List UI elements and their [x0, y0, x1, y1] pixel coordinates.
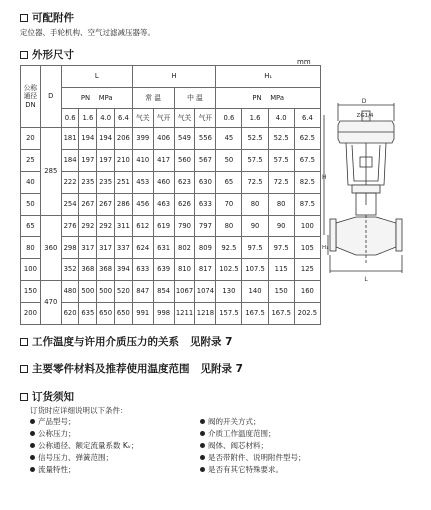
bullet-icon: [30, 419, 35, 424]
section-checkbox-icon: [20, 338, 28, 346]
l-cell: 206: [114, 128, 132, 150]
h1-cell: 70: [216, 193, 242, 215]
l-cell: 520: [114, 281, 132, 303]
h-cell: 549: [174, 128, 195, 150]
ordering-left-list: [30, 416, 138, 476]
h1-cell: 140: [242, 281, 268, 303]
h-cell: 998: [153, 303, 174, 325]
h-cell: 802: [174, 237, 195, 259]
ordering-item: 公称通径、额定流量系数 Kᵥ；: [30, 440, 138, 452]
h-cell: 1218: [195, 303, 216, 325]
h1-cell: 97.5: [268, 237, 294, 259]
l-cell: 317: [97, 237, 115, 259]
l-cell: 286: [114, 193, 132, 215]
h-cell: 1211: [174, 303, 195, 325]
ordering-right-list: [200, 416, 306, 476]
h1-cell: 100: [294, 215, 320, 237]
dimension-table-body: [21, 66, 321, 325]
h-cell: 809: [195, 237, 216, 259]
l-pressure-header: 6.4: [114, 109, 132, 128]
d-cell: 470: [40, 281, 61, 325]
ordering-item: 公称压力；: [30, 428, 138, 440]
dn-header: 公称 通径 DN: [21, 66, 41, 128]
l-cell: 184: [61, 149, 79, 171]
l-pressure-header: 0.6: [61, 109, 79, 128]
l-cell: 620: [61, 303, 79, 325]
bullet-icon: [200, 443, 205, 448]
h-action-header: 气关: [132, 109, 153, 128]
h1-cell: 62.5: [294, 128, 320, 150]
h1-header: H₁: [216, 66, 321, 88]
dn-cell: 200: [21, 303, 41, 325]
l-cell: 317: [79, 237, 97, 259]
l-cell: 197: [79, 149, 97, 171]
dimensions-unit: mm: [297, 58, 311, 66]
diagram-h1-label: H₁: [322, 245, 329, 251]
diagram-h-label: H: [322, 174, 327, 181]
normal-temp-header: 常 温: [132, 88, 174, 109]
ordering-item: 阀的开关方式；: [200, 416, 306, 428]
h-cell: 623: [174, 171, 195, 193]
h-cell: 991: [132, 303, 153, 325]
l-cell: 635: [79, 303, 97, 325]
h-cell: 639: [153, 259, 174, 281]
h-cell: 619: [153, 215, 174, 237]
ordering-item: 阀体、阀芯材料；: [200, 440, 306, 452]
section-checkbox-icon: [20, 14, 28, 22]
h1-cell: 50: [216, 149, 242, 171]
l-cell: 311: [114, 215, 132, 237]
l-cell: 500: [79, 281, 97, 303]
h-cell: 453: [132, 171, 153, 193]
table-row: [21, 215, 321, 237]
h1-cell: 57.5: [242, 149, 268, 171]
h1-cell: 167.5: [242, 303, 268, 325]
h-cell: 556: [195, 128, 216, 150]
h1-cell: 80: [242, 193, 268, 215]
l-cell: 298: [61, 237, 79, 259]
diagram-l-label: L: [364, 276, 368, 283]
h-cell: 631: [153, 237, 174, 259]
l-cell: 337: [114, 237, 132, 259]
h-cell: 456: [132, 193, 153, 215]
h-cell: 560: [174, 149, 195, 171]
ordering-item: 产品型号；: [30, 416, 138, 428]
bullet-icon: [30, 431, 35, 436]
h-cell: 790: [174, 215, 195, 237]
h1-cell: 45: [216, 128, 242, 150]
h-cell: 633: [132, 259, 153, 281]
l-cell: 292: [97, 215, 115, 237]
h1-pressure-header: 6.4: [294, 109, 320, 128]
table-row: [21, 259, 321, 281]
h-cell: 810: [174, 259, 195, 281]
bullet-icon: [200, 431, 205, 436]
h1-cell: 97.5: [242, 237, 268, 259]
l-cell: 650: [114, 303, 132, 325]
appendix-materials: 主要零件材料及推荐使用温度范围 见附录 7: [20, 361, 243, 376]
diagram-zg-label: ZG1/4: [356, 113, 374, 119]
h-cell: 463: [153, 193, 174, 215]
l-cell: 368: [97, 259, 115, 281]
l-cell: 276: [61, 215, 79, 237]
h1-pressure-header: 1.6: [242, 109, 268, 128]
dn-cell: 40: [21, 171, 41, 193]
table-row: [21, 171, 321, 193]
h-cell: 1074: [195, 281, 216, 303]
h1-cell: 202.5: [294, 303, 320, 325]
dn-cell: 80: [21, 237, 41, 259]
bullet-icon: [30, 467, 35, 472]
l-cell: 500: [97, 281, 115, 303]
h-action-header: 气开: [195, 109, 216, 128]
h1-cell: 80: [268, 193, 294, 215]
h1-pressure-header: 4.0: [268, 109, 294, 128]
h-cell: 633: [195, 193, 216, 215]
h1-pressure-header: 0.6: [216, 109, 242, 128]
bullet-icon: [30, 443, 35, 448]
h1-cell: 80: [216, 215, 242, 237]
h-cell: 460: [153, 171, 174, 193]
dimension-table: [20, 65, 321, 325]
ordering-item: 流量特性；: [30, 464, 138, 476]
table-row: [21, 281, 321, 303]
dn-cell: 100: [21, 259, 41, 281]
table-row: [21, 303, 321, 325]
h-cell: 612: [132, 215, 153, 237]
ordering-title: 订货须知: [20, 389, 74, 404]
section-checkbox-icon: [20, 393, 28, 401]
h-cell: 624: [132, 237, 153, 259]
l-cell: 292: [79, 215, 97, 237]
dn-cell: 50: [21, 193, 41, 215]
d-cell: 285: [40, 128, 61, 216]
h1-cell: 72.5: [242, 171, 268, 193]
l-cell: 368: [79, 259, 97, 281]
l-cell: 235: [79, 171, 97, 193]
h1-cell: 57.5: [268, 149, 294, 171]
table-row: [21, 237, 321, 259]
l-cell: 267: [97, 193, 115, 215]
h-cell: 399: [132, 128, 153, 150]
bullet-icon: [30, 455, 35, 460]
h-header: H: [132, 66, 216, 88]
l-cell: 222: [61, 171, 79, 193]
table-row: [21, 193, 321, 215]
h-cell: 630: [195, 171, 216, 193]
table-row: [21, 128, 321, 150]
h-cell: 417: [153, 149, 174, 171]
ordering-item: 是否有其它特殊要求。: [200, 464, 306, 476]
l-cell: 210: [114, 149, 132, 171]
accessories-desc: 定位器、手轮机构、空气过滤减压器等。: [20, 28, 155, 37]
h-cell: 1067: [174, 281, 195, 303]
l-header: L: [61, 66, 132, 88]
l-cell: 194: [97, 128, 115, 150]
h1-cell: 125: [294, 259, 320, 281]
h1-cell: 130: [216, 281, 242, 303]
l-cell: 181: [61, 128, 79, 150]
h1-cell: 102.5: [216, 259, 242, 281]
h1-cell: 90: [268, 215, 294, 237]
h1-cell: 90: [242, 215, 268, 237]
h1-cell: 67.5: [294, 149, 320, 171]
h-action-header: 气关: [174, 109, 195, 128]
l-cell: 650: [97, 303, 115, 325]
ordering-item: 信号压力、弹簧范围；: [30, 452, 138, 464]
dn-cell: 25: [21, 149, 41, 171]
l-cell: 251: [114, 171, 132, 193]
bullet-icon: [200, 455, 205, 460]
h-cell: 854: [153, 281, 174, 303]
h1-cell: 105: [294, 237, 320, 259]
h1-cell: 65: [216, 171, 242, 193]
h1-cell: 167.5: [268, 303, 294, 325]
mid-temp-header: 中 温: [174, 88, 216, 109]
l-cell: 394: [114, 259, 132, 281]
d-cell: 360: [40, 215, 61, 281]
h1-cell: 157.5: [216, 303, 242, 325]
section-checkbox-icon: [20, 365, 28, 373]
h-cell: 410: [132, 149, 153, 171]
h-cell: 847: [132, 281, 153, 303]
h1-cell: 52.5: [242, 128, 268, 150]
h1-cell: 52.5: [268, 128, 294, 150]
diagram-d-label: D: [361, 98, 367, 105]
h1-cell: 150: [268, 281, 294, 303]
dn-cell: 20: [21, 128, 41, 150]
valve-diagram: [322, 95, 422, 285]
l-pn-header: PN MPa: [61, 88, 132, 109]
h-cell: 797: [195, 215, 216, 237]
l-pressure-header: 4.0: [97, 109, 115, 128]
l-cell: 352: [61, 259, 79, 281]
h1-cell: 115: [268, 259, 294, 281]
ordering-item: 是否带附件、说明附件型号；: [200, 452, 306, 464]
dimensions-title: 外形尺寸: [20, 47, 74, 62]
l-cell: 267: [79, 193, 97, 215]
h-action-header: 气开: [153, 109, 174, 128]
h1-cell: 82.5: [294, 171, 320, 193]
ordering-item: 介质工作温度范围；: [200, 428, 306, 440]
dn-cell: 65: [21, 215, 41, 237]
h1-pn-header: PN MPa: [216, 88, 321, 109]
l-cell: 235: [97, 171, 115, 193]
table-row: [21, 149, 321, 171]
h-cell: 626: [174, 193, 195, 215]
bullet-icon: [200, 419, 205, 424]
h-cell: 817: [195, 259, 216, 281]
h1-cell: 160: [294, 281, 320, 303]
l-cell: 254: [61, 193, 79, 215]
appendix-temp-pressure: 工作温度与许用介质压力的关系 见附录 7: [20, 334, 232, 349]
l-cell: 480: [61, 281, 79, 303]
d-header: D: [40, 66, 61, 128]
h1-cell: 92.5: [216, 237, 242, 259]
l-pressure-header: 1.6: [79, 109, 97, 128]
h1-cell: 107.5: [242, 259, 268, 281]
h-cell: 567: [195, 149, 216, 171]
ordering-intro: 订货时应详细说明以下条件：: [30, 406, 128, 415]
h-cell: 406: [153, 128, 174, 150]
section-checkbox-icon: [20, 51, 28, 59]
dn-cell: 150: [21, 281, 41, 303]
l-cell: 197: [97, 149, 115, 171]
l-cell: 194: [79, 128, 97, 150]
accessories-title: 可配附件: [20, 10, 74, 25]
h1-cell: 72.5: [268, 171, 294, 193]
h1-cell: 87.5: [294, 193, 320, 215]
bullet-icon: [200, 467, 205, 472]
